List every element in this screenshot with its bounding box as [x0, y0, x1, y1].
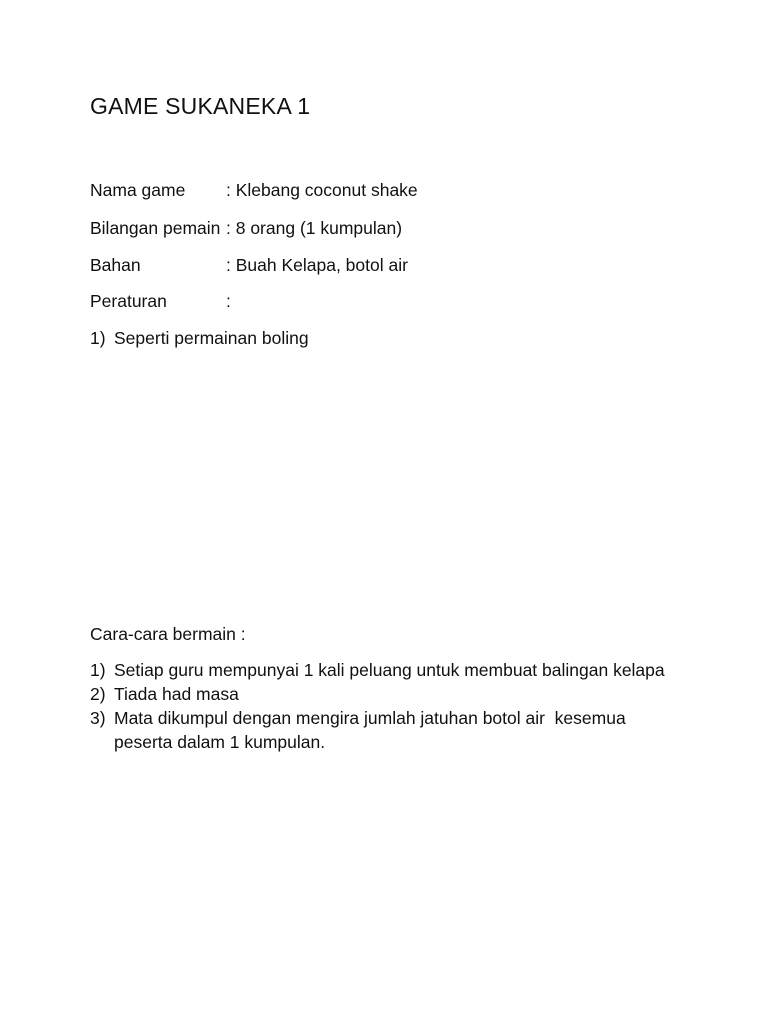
list-item — [90, 326, 710, 350]
list-number: 2) — [90, 684, 106, 704]
list-item — [90, 658, 710, 682]
list-number: 1) — [90, 660, 106, 680]
field-bahan — [90, 255, 408, 276]
list-text: Seperti permainan boling — [114, 328, 309, 348]
page-title: GAME SUKANEKA 1 — [90, 93, 311, 119]
list-item — [90, 682, 710, 706]
how-to-play-heading: Cara-cara bermain : — [90, 624, 246, 644]
field-peraturan — [90, 291, 231, 312]
field-label: Nama game — [90, 180, 186, 200]
how-to-play-list — [90, 658, 710, 754]
list-item — [90, 706, 710, 754]
field-label: Bahan — [90, 255, 141, 275]
field-label: Peraturan — [90, 291, 167, 311]
field-value: : Buah Kelapa, botol air — [226, 255, 408, 275]
field-nama-game — [90, 180, 418, 201]
field-value: : Klebang coconut shake — [226, 180, 418, 200]
list-text: Setiap guru mempunyai 1 kali peluang untuk membuat balingan kelapa — [114, 660, 665, 680]
list-text: Mata dikumpul dengan mengira jumlah jatuhan botol air kesemua peserta dalam 1 kumpulan. — [114, 708, 631, 752]
field-value: : — [226, 291, 231, 311]
list-number: 3) — [90, 708, 106, 728]
field-bilangan-pemain — [90, 218, 402, 239]
field-value: : 8 orang (1 kumpulan) — [226, 218, 403, 238]
field-label: Bilangan pemain — [90, 218, 221, 238]
list-text: Tiada had masa — [114, 684, 239, 704]
list-number: 1) — [90, 328, 106, 348]
rules-list — [90, 326, 710, 350]
